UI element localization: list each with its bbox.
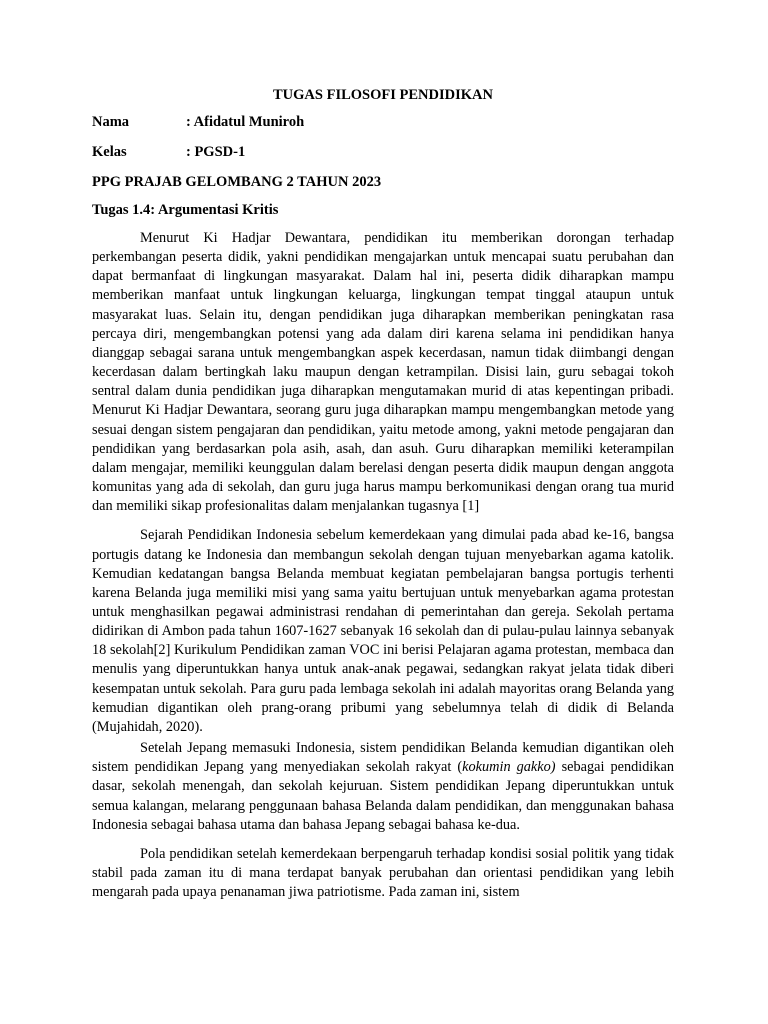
meta-row-name bbox=[92, 113, 674, 132]
document-title: TUGAS FILOSOFI PENDIDIKAN bbox=[273, 87, 493, 103]
paragraph-pendidikan-jepang bbox=[92, 739, 674, 835]
paragraph-sejarah-pendidikan: Sejarah Pendidikan Indonesia sebelum kemerdekaan yang dimulai pada abad ke-16, bangsa portugis datang ke Indonesia dan membangun sekolah dengan tujuan menyebarkan agama katolik. Kemudian kedatangan bangsa Belanda membuat kegiatan pembelajaran bangsa portugis terhenti karena Belanda juga memiliki misi yang sama yaitu bertujuan untuk menyebarkan agama protestan untuk menghasilkan pegawai administrasi rendahan di pemerintahan dan gereja. Sekolah pertama didirikan di Ambon pada tahun 1607-1627 sebanyak 16 sekolah dan di pulau-pulau lainnya sebanyak 18 sekolah[2] Kurikulum Pendidikan zaman VOC ini berisi Pelajaran agama protestan, membaca dan menulis yang diperuntukkan hanya untuk anak-anak pegawai, sedangkan rakyat jelata tidak diberi kesempatan untuk sekolah. Para guru pada lembaga sekolah ini adalah mayoritas orang Belanda yang kemudian digantikan oleh prang-orang pribumi yang sebelumnya telah di didik di Belanda (Mujahidah, 2020). bbox=[92, 527, 674, 735]
meta-value-name: : Afidatul Muniroh bbox=[186, 114, 305, 130]
task-heading: Tugas 1.4: Argumentasi Kritis bbox=[92, 202, 279, 218]
paragraph-jepang-text-2: sebagai pendidikan dasar, sekolah menengah, dan sekolah kejuruan. Sistem pendidikan Jepang diperuntukkan untuk semua kalangan, melarang penggunaan bahasa Belanda dalam pendidikan, dan menggunakan bahasa Indonesia sebagai bahasa utama dan bahasa Jepang sebagai bahasa ke-dua. bbox=[92, 759, 675, 833]
meta-label-name: Nama bbox=[92, 114, 130, 130]
document-page bbox=[92, 86, 674, 902]
paragraph-setelah-kemerdekaan: Pola pendidikan setelah kemerdekaan berpengaruh terhadap kondisi sosial politik yang tidak stabil pada zaman itu di mana terdapat banyak perubahan dan orientasi pendidikan yang lebih mengarah pada upaya penanaman jiwa patriotisme. Pada zaman ini, sistem bbox=[92, 845, 674, 901]
meta-label-class: Kelas bbox=[92, 144, 127, 160]
paragraph-jepang-text-1: Setelah Jepang memasuki Indonesia, sistem pendidikan Belanda kemudian digantikan oleh sistem pendidikan Jepang yang menyediakan sekolah rakyat ( bbox=[92, 740, 674, 776]
program-heading: PPG PRAJAB GELOMBANG 2 TAHUN 2023 bbox=[92, 174, 382, 190]
meta-value-class: : PGSD-1 bbox=[186, 144, 246, 160]
paragraph-jepang-italic-term: kokumin gakko) bbox=[462, 759, 556, 776]
meta-row-class bbox=[92, 143, 674, 162]
paragraph-ki-hadjar-dewantara: Menurut Ki Hadjar Dewantara, pendidikan itu memberikan dorongan terhadap perkembangan peserta didik, yakni pendidikan mengajarkan untuk mencapai suatu perubahan dan dapat bermanfaat di lingkungan masyarakat. Dalam hal ini, peserta didik diharapkan mampu memberikan manfaat untuk lingkungan keluarga, lingkungan tempat tinggal ataupun untuk masyarakat luas. Selain itu, dengan pendidikan juga diharapkan memberikan peningkatan rasa percaya diri, mengembangkan potensi yang ada dalam diri karena selama ini pendidikan hanya dianggap sebagai sarana untuk mengembangkan aspek kecerdasan, namun tidak diimbangi dengan kecerdasan dalam bertingkah laku maupun dengan ketrampilan. Disisi lain, guru sebagai tokoh sentral dalam dunia pendidikan juga diharapkan mengutamakan murid di atas kepentingan pribadi. Menurut Ki Hadjar Dewantara, seorang guru juga diharapkan mampu mengembangkan metode yang sesuai dengan sistem pengajaran dan pendidikan, yaitu metode among, yakni metode pengajaran dan pendidikan yang berdasarkan pola asih, asah, dan asuh. Guru diharapkan memiliki keterampilan dalam mengajar, memiliki keunggulan dalam berelasi dengan peserta didik maupun dengan anggota komunitas yang ada di sekolah, dan guru juga harus mampu berkomunikasi dengan orang tua murid dan memiliki sikap profesionalitas dalam menjalankan tugasnya [1] bbox=[92, 230, 674, 515]
